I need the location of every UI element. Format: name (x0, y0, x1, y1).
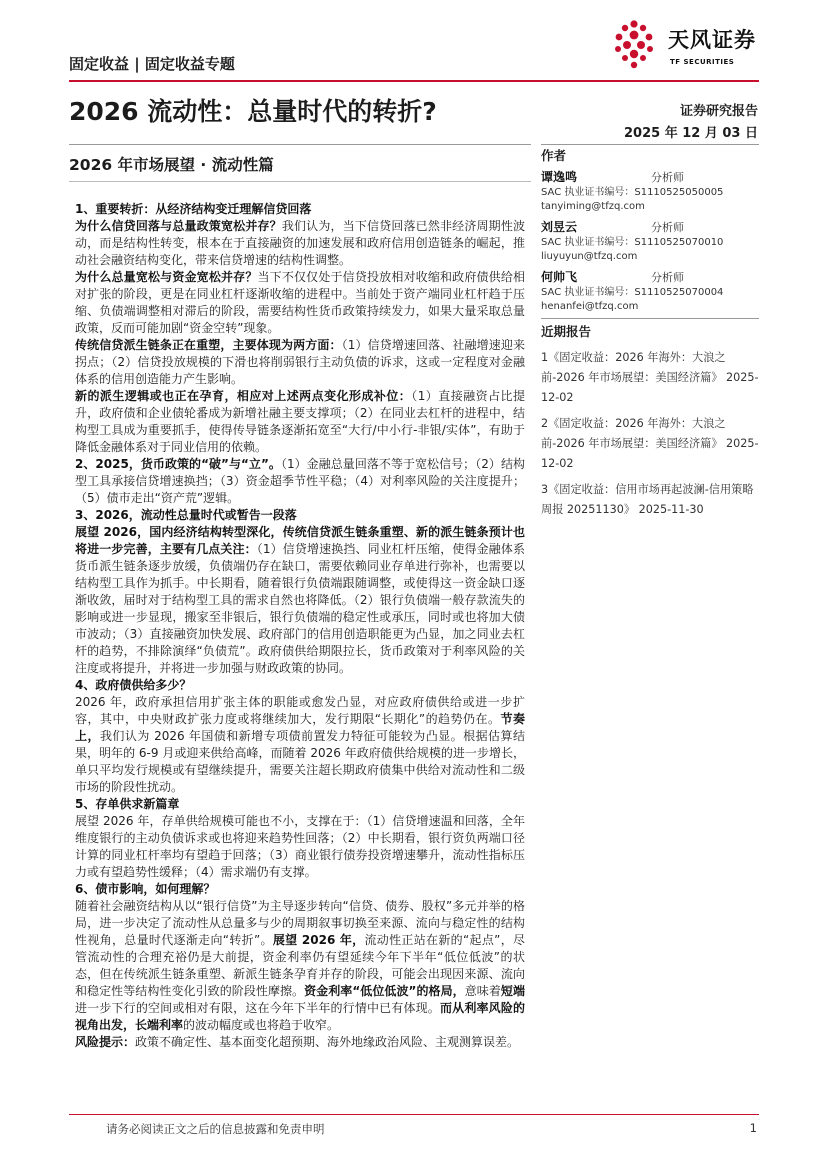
subtitle-rule (69, 181, 531, 182)
recent-report-item[interactable]: 2《固定收益：2026 年海外：大浪之前-2026 年市场展望：美国经济篇》 2025-12-02 (541, 417, 759, 470)
section-1-answer-2: 当下不仅仅处于信贷投放相对收缩和政府债供给相对扩张的阶段，更是在同业杠杆逐渐收缩的进程中。当前处于资产端同业杠杆趋于压缩、负债端调整相对滞后的阶段，需要结构性货币政策持续发力，如果大量采取总量政策，反而可能加剧“资金空转”现象。 (75, 270, 525, 335)
author-name: 何帅飞 (541, 270, 578, 284)
author-card (541, 269, 759, 314)
author-email[interactable]: liuyuyun@tfzq.com (541, 251, 638, 262)
section-1-para-1 (75, 218, 525, 269)
section-6-text-1: 随着社会融资结构从以“银行信贷”为主导逐步转向“信贷、债券、股权”多元并举的格局，进一步决定了流动性从总量多与少的周期叙事切换至来源、流向与稳定性的结构性视角，总量时代逐渐走向“转折”。 (75, 899, 525, 947)
recent-reports-panel (541, 322, 759, 526)
section-6-text-5: 的波动幅度或也将趋于收窄。 (183, 1018, 340, 1032)
title-rule (69, 144, 531, 145)
report-body (75, 201, 525, 1051)
section-6-text-2: 流动性正站在新的“起点”，尽管流动性的合理充裕仍是大前提，资金利率仍有望延续今年下半年“低位低波”的状态，但在传统派生链条重塑、新派生链条孕育并存的阶段，可能会出现因来源、流向和稳定性等结构性变化引致的阶段性摩擦。 (75, 933, 526, 998)
author-role: 分析师 (651, 221, 684, 234)
risk-text: 政策不确定性、基本面变化超预期、海外地缘政治风险、主观测算误差。 (135, 1035, 520, 1049)
section-3-heading: 3、2026，流动性总量时代或暂告一段落 (75, 508, 297, 522)
section-4-lead: 节奏上， (75, 712, 525, 743)
brand-name-cn: 天风证券 (668, 28, 756, 52)
section-1-question-1: 为什么信贷回落与总量政策宽松并存？ (75, 219, 282, 233)
page-number: 1 (749, 1121, 757, 1135)
author-cert: SAC 执业证书编号：S1110525070010 (541, 237, 724, 248)
recent-report-item[interactable]: 1《固定收益：2026 年海外：大浪之前-2026 年市场展望：美国经济篇》 2025-12-02 (541, 351, 759, 404)
section-4-text-2: 我们认为 2026 年国债和新增专项债前置发力特征可能较为凸显。根据估算结果，明年的 6-9 月或迎来供给高峰，而随着 2026 年政府债供给规模的进一步增长，单只平均发行规模或有望继续提升，需要关注超长期政府债集中供给对流动性和二级市场的阶段性扰动。 (75, 729, 525, 794)
author-name: 刘昱云 (541, 220, 578, 234)
section-1-para-2 (75, 269, 525, 337)
section-6-text-4: 进一步下行的空间或相对有限，这在今年下半年的行情中已有体现。 (75, 1001, 440, 1015)
tf-logo-icon (608, 18, 664, 74)
section-2-heading: 2、2025，货币政策的“破”与“立”。 (75, 457, 281, 471)
section-3-para (75, 524, 525, 677)
section-6-para (75, 898, 525, 1034)
section-6-text-3: 意味着 (464, 984, 501, 998)
recent-report-item[interactable]: 3《固定收益：信用市场再起波澜-信用策略周报 20251130》 2025-11-30 (541, 483, 754, 516)
section-6-lead-1: 展望 2026 年， (272, 933, 365, 947)
sidebar-divider (541, 318, 759, 319)
report-title: 2026 流动性：总量时代的转折? (69, 97, 437, 126)
brand-logo (608, 18, 778, 74)
section-4-para (75, 694, 525, 796)
section-1-question-2: 为什么总量宽松与资金宽松并存？ (75, 270, 258, 284)
authors-panel (541, 146, 759, 314)
section-2-text: （1）金融总量回落不等于宽松信号；（2）结构型工具承接信贷增速换挡；（3）资金超季节性平稳；（4）对利率风险的关注度提升；（5）债市走出“资产荒”逻辑。 (75, 457, 525, 505)
section-1-para-4 (75, 388, 525, 456)
risk-para (75, 1034, 525, 1051)
section-4-text-1: 2026 年，政府承担信用扩张主体的职能或愈发凸显，对应政府债供给或进一步扩容，其中，中央财政扩张力度或将继续加大，发行期限“长期化”的趋势仍在。 (75, 695, 525, 726)
section-5-heading: 5、存单供求新篇章 (75, 797, 180, 811)
footer-disclaimer: 请务必阅读正文之后的信息披露和免责申明 (106, 1122, 325, 1136)
section-1-answer-3: （1）信贷增速回落、社融增速迎来拐点；（2）信贷投放规模的下滑也将削弱银行主动负债的诉求，这或一定程度对金融体系的信用创造能力产生影响。 (75, 338, 525, 386)
sidebar-top-rule (541, 144, 759, 145)
author-name: 谭逸鸣 (541, 170, 578, 184)
report-type: 证券研究报告 (679, 104, 758, 119)
section-6-lead-4: 而从利率风险的视角出发，长端利率 (75, 1001, 525, 1032)
section-6-heading: 6、债市影响，如何理解？ (75, 882, 216, 896)
section-1-answer-1: 我们认为，当下信贷回落已然非经济周期性波动，而是结构性转变，根本在于直接融资的加速发展和政府信用创造链条的崛起，推动社会融资结构变化，带来信贷增速的结构性调整。 (75, 219, 525, 267)
footer-rule (69, 1114, 759, 1115)
recent-reports-list (541, 348, 759, 520)
risk-heading: 风险提示： (75, 1035, 136, 1049)
section-1-question-4: 新的派生逻辑或也正在孕育，相应对上述两点变化形成补位： (75, 389, 412, 403)
author-role: 分析师 (651, 171, 684, 184)
section-3-lead: 展望 2026，国内经济结构转型深化，传统信贷派生链条重塑、新的派生链条预计也将进一步完善，主要有几点关注： (75, 525, 525, 556)
brand-name-en: TF SECURITIES (670, 58, 735, 66)
author-role: 分析师 (651, 271, 684, 284)
section-1-para-3 (75, 337, 525, 388)
author-cert: SAC 执业证书编号：S1110525070004 (541, 287, 724, 298)
section-6-lead-3: 短端 (500, 984, 525, 998)
recent-reports-heading: 近期报告 (541, 324, 592, 339)
report-subtitle: 2026 年市场展望 · 流动性篇 (69, 156, 274, 174)
author-cert: SAC 执业证书编号：S1110525050005 (541, 187, 724, 198)
section-1-heading: 1、重要转折：从经济结构变迁理解信贷回落 (75, 202, 312, 216)
author-email[interactable]: tanyiming@tfzq.com (541, 201, 645, 212)
section-4-heading: 4、政府债供给多少？ (75, 678, 192, 692)
section-5-para: 展望 2026 年，存单供给规模可能也不小，支撑在于：（1）信贷增速温和回落，全年维度银行的主动负债诉求或也将迎来趋势性回落；（2）中长期看，银行资负两端口径计算的同业杠杆率均有望趋于回落；（3）商业银行债券投资增速攀升，流动性指标压力或有望趋势性缓释；（4）需求端仍有支撑。 (75, 814, 525, 879)
author-card (541, 169, 759, 214)
section-1-question-3: 传统信贷派生链条正在重塑，主要体现为两方面： (75, 338, 342, 352)
section-1-answer-4: （1）直接融资占比提升，政府债和企业债轮番成为新增社融主要支撑项；（2）在同业去杠杆的进程中，结构型工具成为重要抓手，使得传导链条逐渐拓宽至“大行/中小行-非银/实体”，有助于降低金融体系对于同业信用的依赖。 (75, 389, 525, 454)
section-6-lead-2: 资金利率“低位低波”的格局， (304, 984, 465, 998)
author-email[interactable]: henanfei@tfzq.com (541, 301, 639, 312)
header-rule (69, 80, 759, 82)
report-category: 固定收益 | 固定收益专题 (69, 55, 235, 73)
section-2-para (75, 456, 525, 507)
author-card (541, 219, 759, 264)
section-3-text: （1）信贷增速换挡、同业杠杆压缩，使得金融体系货币派生链条逐步放缓，负债端仍存在缺口，需要依赖同业存单进行弥补，也需要以结构型工具作为抓手。中长期看，随着银行负债端跟随调整，或使得这一资金缺口逐渐收敛，届时对于结构型工具的需求自然也将降低。（2）银行负债端一般存款流失的影响或进一步显现，搬家至非银后，银行负债端的稳定性或承压，同时或也将加大债市波动；（3）直接融资加快发展、政府部门的信用创造职能更为凸显，加之同业去杠杆的趋势，不排除演绎“负债荒”。政府债供给期限拉长，货币政策对于利率风险的关注度或将提升，并将进一步加强与财政政策的协同。 (75, 542, 525, 675)
report-date: 2025 年 12 月 03 日 (624, 126, 758, 141)
authors-heading: 作者 (541, 148, 567, 163)
